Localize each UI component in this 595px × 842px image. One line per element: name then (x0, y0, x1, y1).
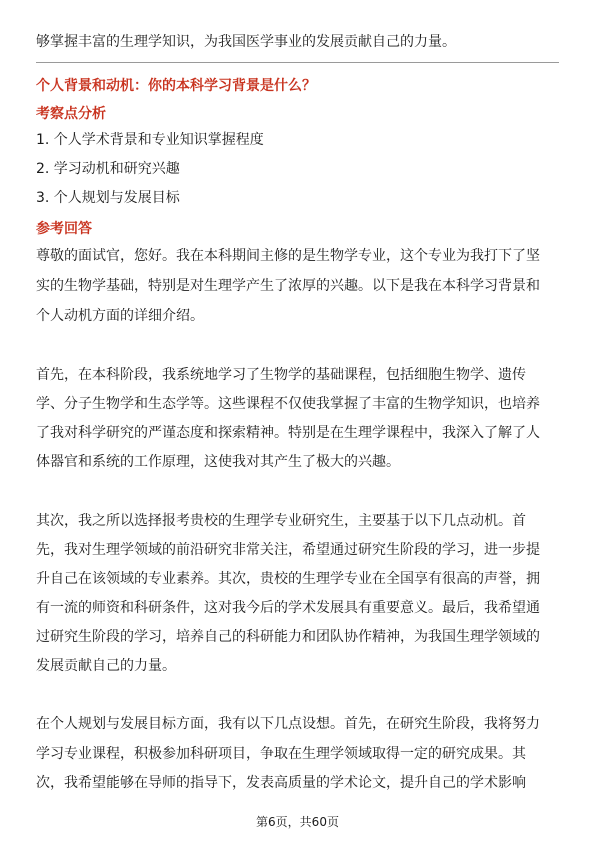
answer-line: 体器官和系统的工作原理，这使我对其产生了极大的兴趣。 (36, 454, 400, 470)
analysis-heading: 考察点分析 (36, 106, 106, 122)
answer-line: 有一流的师资和科研条件，这对我今后的学术发展具有重要意义。最后，我希望通 (36, 600, 540, 616)
answer-heading: 参考回答 (36, 221, 92, 237)
page-number: 第6页，共60页 (256, 815, 339, 829)
answer-line: 尊敬的面试官，您好。我在本科期间主修的是生物学专业，这个专业为我打下了坚 (36, 248, 540, 264)
answer-line: 首先，在本科阶段，我系统地学习了生物学的基础课程，包括细胞生物学、遗传 (36, 367, 526, 383)
answer-line: 先，我对生理学领域的前沿研究非常关注，希望通过研究生阶段的学习，进一步提 (36, 542, 540, 558)
section-divider (36, 62, 559, 63)
answer-line: 升自己在该领域的专业素养。其次，贵校的生理学专业在全国享有很高的声誉，拥 (36, 571, 540, 587)
answer-line: 个人动机方面的详细介绍。 (36, 308, 204, 324)
answer-line: 其次，我之所以选择报考贵校的生理学专业研究生，主要基于以下几点动机。首 (36, 513, 526, 529)
answer-line: 学习专业课程，积极参加科研项目，争取在生理学领域取得一定的研究成果。其 (36, 746, 526, 762)
answer-line: 学、分子生物学和生态学等。这些课程不仅使我掌握了丰富的生物学知识，也培养 (36, 396, 540, 412)
answer-line: 在个人规划与发展目标方面，我有以下几点设想。首先，在研究生阶段，我将努力 (36, 716, 540, 732)
analysis-point: 2. 学习动机和研究兴趣 (36, 161, 180, 177)
answer-line: 实的生物学基础，特别是对生理学产生了浓厚的兴趣。以下是我在本科学习背景和 (36, 278, 540, 294)
analysis-point: 1. 个人学术背景和专业知识掌握程度 (36, 132, 264, 148)
question-heading: 个人背景和动机：你的本科学习背景是什么？ (36, 78, 316, 94)
answer-line: 发展贡献自己的力量。 (36, 658, 176, 674)
answer-line: 了我对科学研究的严谨态度和探索精神。特别是在生理学课程中，我深入了解了人 (36, 425, 540, 441)
analysis-point: 3. 个人规划与发展目标 (36, 190, 180, 206)
answer-line: 过研究生阶段的学习，培养自己的科研能力和团队协作精神，为我国生理学领域的 (36, 629, 540, 645)
answer-line: 次，我希望能够在导师的指导下，发表高质量的学术论文，提升自己的学术影响 (36, 775, 526, 791)
continuation-line: 够掌握丰富的生理学知识，为我国医学事业的发展贡献自己的力量。 (36, 34, 456, 50)
